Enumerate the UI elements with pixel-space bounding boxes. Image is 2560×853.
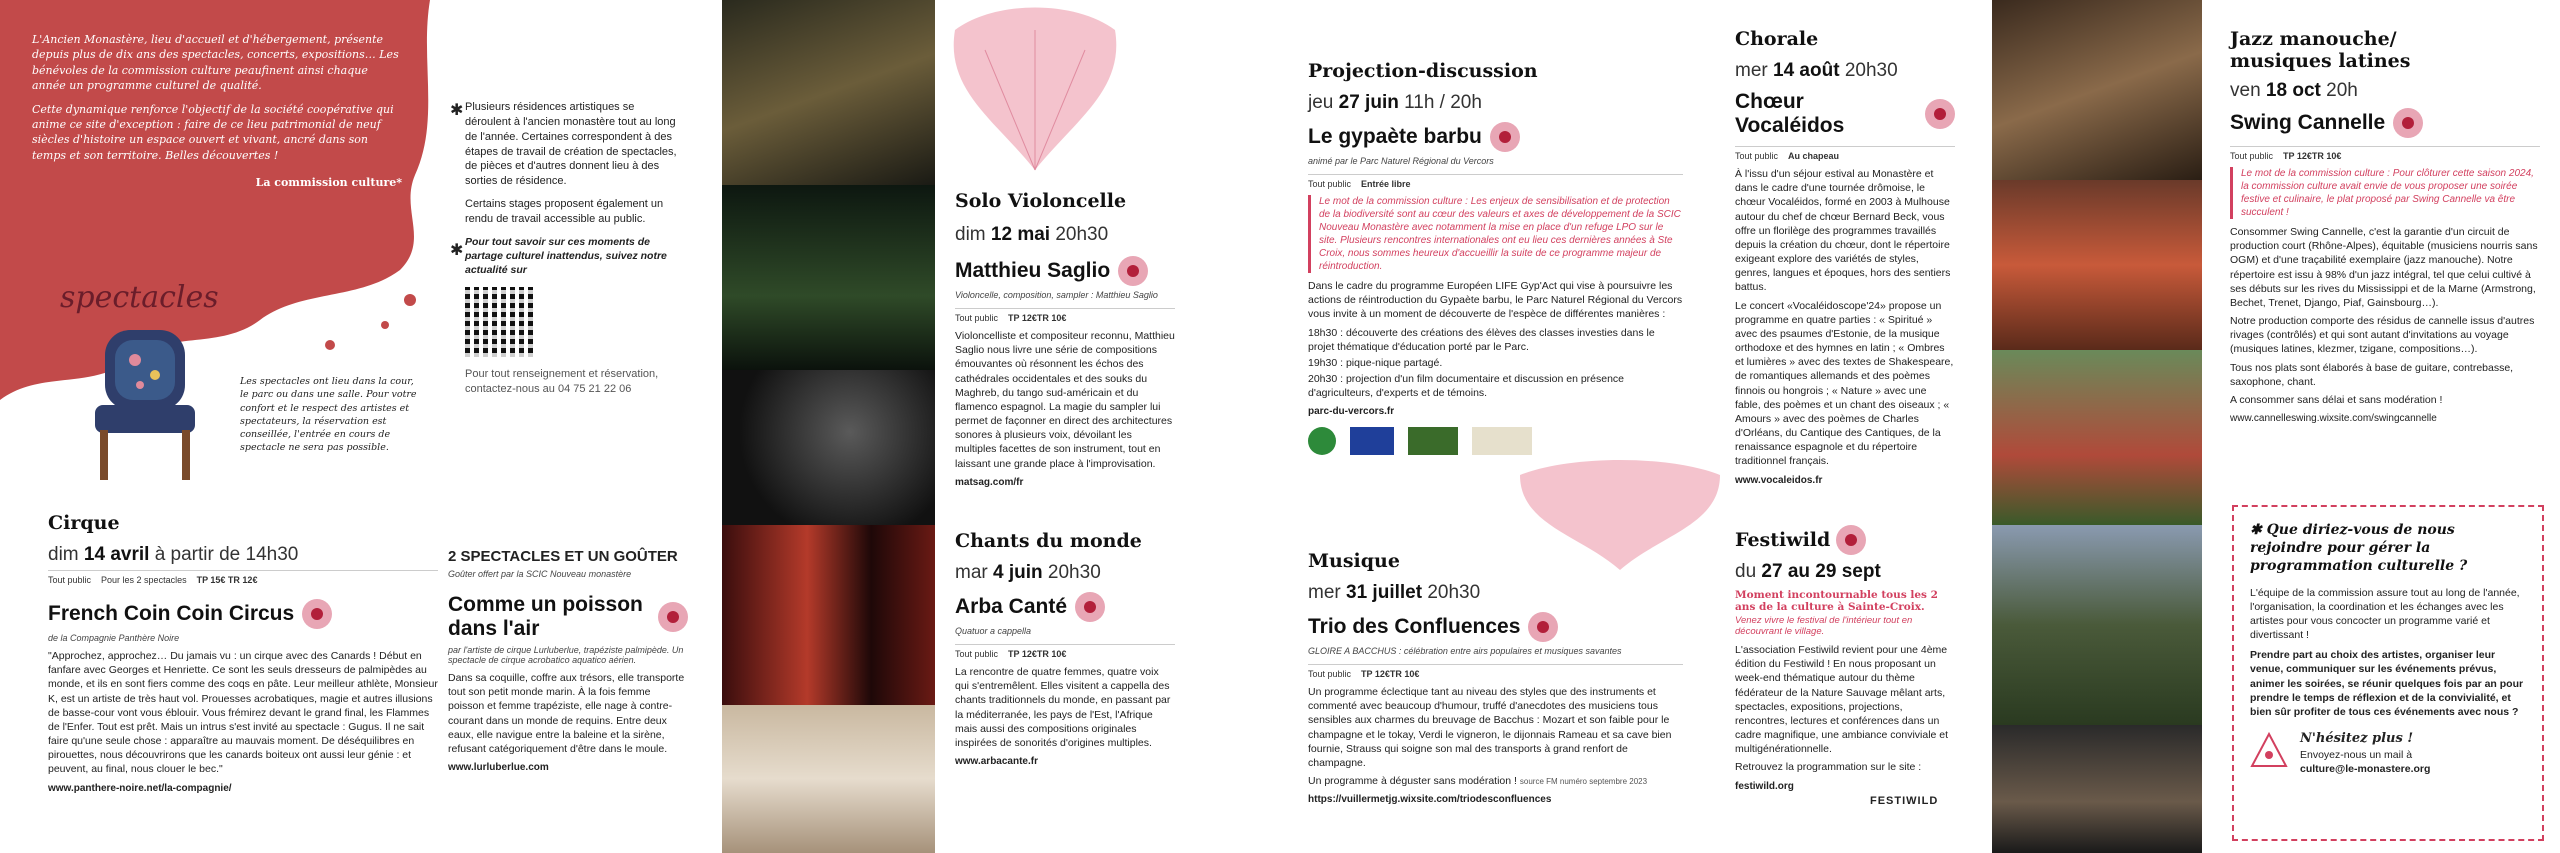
chorale-body: À l'issu d'un séjour estival au Monastère et dans le cadre d'une tournée drômoise, le chœur Vocaléidos, formé en 2003 à Mulhouse autour du chef de chœur Bernard Beck, vous offre un florilège des programmes travaillés depuis la création du chœur, dont le répertoire exigeant explore des variétés de styles, genres, langues et époques, hors des sentiers battus. bbox=[1735, 168, 1951, 294]
red-dot-icon bbox=[2393, 108, 2423, 138]
cirque-show2-title: Comme un poisson dans l'air bbox=[448, 593, 643, 640]
projection-date-prefix: jeu bbox=[1308, 92, 1334, 113]
star-icon: ✱ bbox=[450, 102, 464, 119]
jazz-link[interactable]: www.cannelleswing.wixsite.com/swingcannelle bbox=[2230, 413, 2437, 425]
musique-link[interactable]: https://vuillermetjg.wixsite.com/triodesconfluences bbox=[1308, 794, 1552, 806]
spectacles-logo: spectacles bbox=[60, 280, 219, 315]
solo-sub: Violoncelle, composition, sampler : Matthieu Saglio bbox=[955, 290, 1158, 300]
photo-jazz-band bbox=[1992, 725, 2202, 853]
natura-logo bbox=[1408, 427, 1458, 455]
solo-heading: Solo Violoncelle bbox=[955, 190, 1127, 212]
solo-section bbox=[955, 190, 1175, 488]
jazz-body: Consommer Swing Cannelle, c'est la garantie d'un circuit de production court (Rhône-Alpes), équitable (musiciens nourris sans OGM) et d'une traçabilité exemplaire (jazz manouche). Notre répertoire est issu à 98% d'un jazz intégral, tel que celui cultivé à ses débuts sur les rives du Mississippi et de la Marne (Armstrong, Bechet, Trenet, Django, Piaf, Gainsbourg…). bbox=[2230, 226, 2538, 309]
ginkgo-leaf-decoration bbox=[935, 0, 1135, 180]
jazz-heading: Jazz manouche/ musiques latines bbox=[2230, 28, 2411, 72]
cirque-show2-link[interactable]: www.lurluberlue.com bbox=[448, 762, 549, 774]
chants-time: 20h30 bbox=[1047, 562, 1101, 583]
vercors-logo bbox=[1308, 427, 1336, 455]
musique-time: 20h30 bbox=[1427, 582, 1481, 603]
chair-illustration bbox=[90, 325, 200, 485]
solo-title: Matthieu Saglio bbox=[955, 259, 1111, 282]
festiwild-title: Festiwild bbox=[1735, 529, 1831, 551]
projection-date: 27 juin bbox=[1338, 92, 1399, 113]
two-shows-label: 2 SPECTACLES ET UN GOÛTER bbox=[448, 548, 678, 565]
rejoindre-box bbox=[2232, 505, 2544, 841]
red-dot-icon bbox=[658, 602, 688, 632]
intro-paragraph-1: L'Ancien Monastère, lieu d'accueil et d'hébergement, présente depuis plus de dix ans des spectacles, concerts, expositions… Les bénévoles de la commission culture peaufinent ainsi chaque année un programme culturel de qualité. bbox=[32, 33, 399, 93]
jazz-body-2: Notre production comporte des résidus de cannelle issus d'autres rivages (contrôlés) et qui sont autant d'invitations au voyage (musiques latines, klezmer, tzigane, compositions…). bbox=[2230, 315, 2535, 356]
musique-title: Trio des Confluences bbox=[1308, 615, 1521, 638]
red-dot-icon bbox=[1075, 592, 1105, 622]
moments-text: Pour tout savoir sur ces moments de partage culturel inattendus, suivez notre actualité sur bbox=[465, 235, 667, 277]
projection-body: Dans le cadre du programme Européen LIFE Gyp'Act qui vise à poursuivre les actions de réintroduction du Gypaète barbu, le Parc Naturel Régional du Vercors vous invite à un moment de découverte de l'espèce de différentes manières : bbox=[1308, 280, 1683, 321]
festiwild-highlight: Moment incontournable tous les 2 ans de la culture à Sainte-Croix. bbox=[1735, 589, 1938, 613]
rejoindre-body-2: Prendre part au choix des artistes, organiser leur venue, communiquer sur les événements prévus, animer les soirées, se réunir quelques fois par an pour prendre le temps de réflexion et de la convivialité, et bien sûr profiter de tous ces événements avec nous ? bbox=[2250, 649, 2524, 718]
cirque-show1-title: French Coin Coin Circus bbox=[48, 602, 295, 625]
musique-body: Un programme éclectique tant au niveau des styles que des instruments et commenté avec beaucoup d'humour, truffé d'anecdotes des musiciens tous sensibles aux charmes du breuvage de Bacchus : Mozart et son faible pour le champagne et le tokay, Verdi le vigneron, le dijonnais Rameau et sa cave bien fournie, Strauss qui soigne son mal des transports à grand renfort de champagne. bbox=[1308, 686, 1672, 769]
photo-group-instruments bbox=[1992, 0, 2202, 180]
festiwild-section bbox=[1735, 525, 1955, 792]
photo-festival-performer bbox=[1992, 350, 2202, 525]
chorale-section bbox=[1735, 28, 1955, 486]
gypact-logo bbox=[1472, 427, 1532, 455]
cirque-show1-link[interactable]: www.panthere-noire.net/la-compagnie/ bbox=[48, 782, 232, 794]
musique-sub: GLOIRE A BACCHUS : célébration entre airs populaires et musiques savantes bbox=[1308, 646, 1622, 656]
rejoindre-question: ✱ Que diriez-vous de nous rejoindre pour gérer la programmation culturelle ? bbox=[2250, 522, 2468, 575]
festiwild-body-2: Retrouvez la programmation sur le site : bbox=[1735, 761, 1922, 774]
intro-paragraph-2: Cette dynamique renforce l'objectif de la société coopérative qui anime ce site d'exception : faire de ce lieu patrimonial de neuf siècles d'histoire un espace ouvert et vivant, ancré dans son temps et son territoire. Belles découvertes ! bbox=[32, 102, 394, 162]
musique-heading: Musique bbox=[1308, 550, 1400, 572]
jazz-time: 20h bbox=[2326, 80, 2358, 101]
gouter-label: Goûter offert par la SCIC Nouveau monastère bbox=[448, 569, 632, 579]
eu-life-logo bbox=[1350, 427, 1394, 455]
solo-tags: Tout public TP 12€TR 10€ bbox=[955, 308, 1175, 323]
musique-date-prefix: mer bbox=[1308, 582, 1341, 603]
musique-section bbox=[1308, 550, 1683, 805]
jazz-date: 18 oct bbox=[2265, 80, 2321, 101]
festiwild-logo: FESTIWILD bbox=[1870, 795, 1939, 807]
projection-tags: Tout public Entrée libre bbox=[1308, 174, 1683, 189]
rejoindre-email[interactable]: culture@le-monastere.org bbox=[2300, 763, 2431, 776]
chants-link[interactable]: www.arbacante.fr bbox=[955, 756, 1038, 768]
cirque-date: 14 avril bbox=[83, 544, 150, 565]
intro-panel bbox=[0, 0, 440, 500]
solo-link[interactable]: matsag.com/fr bbox=[955, 476, 1024, 488]
photo-singers bbox=[722, 525, 935, 705]
photo-aerial-artist bbox=[722, 185, 935, 370]
chorale-title: Chœur Vocaléidos bbox=[1735, 90, 1845, 137]
chorale-time: 20h30 bbox=[1844, 60, 1898, 81]
projection-section bbox=[1308, 60, 1683, 455]
cirque-show2-body: Dans sa coquille, coffre aux trésors, elle transporte tout son petit monde marin. À la fois femme poisson et femme trapéziste, elle nage à contre-courant dans un monde de requins. Entre deux eaux, elle navigue entre la baleine et la sirène, refusant catégoriquement d'être dans le moule. bbox=[448, 672, 685, 755]
chants-heading: Chants du monde bbox=[955, 530, 1142, 552]
red-dot-icon bbox=[1490, 122, 1520, 152]
chants-section bbox=[955, 530, 1175, 767]
chants-body: La rencontre de quatre femmes, quatre voix qui s'entremêlent. Elles visitent a cappella des chants traditionnels du monde, en passant par la méditerranée, les pays de l'Est, l'Afrique mais aussi des compositions originales inspirées de sonorités d'origines multiples. bbox=[955, 666, 1171, 749]
contact-text: Pour tout renseignement et réservation, contactez-nous au 04 75 21 22 06 bbox=[465, 368, 659, 396]
solo-date: 12 mai bbox=[990, 224, 1051, 245]
stages-text: Certains stages proposent également un rendu de travail accessible au public. bbox=[465, 198, 664, 225]
rejoindre-body: L'équipe de la commission assure tout au long de l'année, l'organisation, la coordination et les échanges avec les artistes pour vous concocter un programme varié et divertissant ! bbox=[2250, 586, 2520, 642]
jazz-body-4: A consommer sans délai et sans modération ! bbox=[2230, 393, 2443, 406]
jazz-section bbox=[2230, 28, 2540, 424]
chants-title: Arba Canté bbox=[955, 595, 1068, 618]
residences-text: Plusieurs résidences artistiques se déroulent à l'ancien monastère tout au long de l'année. Certaines correspondent à des étapes de travail de création de spectacles, de pièces et d'autres donnent lieu à des sorties de résidence. bbox=[465, 101, 677, 188]
cirque-second-show bbox=[448, 548, 688, 773]
red-dot-icon bbox=[1836, 525, 1866, 555]
projection-mot: Le mot de la commission culture : Les enjeux de sensibilisation et de protection de la biodiversité sont au cœur des valeurs et axes de développement de la SCIC Nouveau Monastère avec notamment la mise en place d'un refuge LPO sur le site. Plusieurs rencontres internationales ont eu lieu ces dernières années à Ste Croix, nous sommes heureux d'accueillir la suite de ce programme majeur de réintroduction. bbox=[1308, 195, 1683, 273]
cirque-date-prefix: dim bbox=[48, 544, 79, 565]
cirque-heading: Cirque bbox=[48, 512, 120, 534]
jazz-date-prefix: ven bbox=[2230, 80, 2261, 101]
chants-date: 4 juin bbox=[993, 562, 1043, 583]
projection-line3: 20h30 : projection d'un film documentaire et discussion en présence d'agriculteurs, d'experts et de témoins. bbox=[1308, 373, 1625, 400]
musique-tags: Tout public TP 12€TR 10€ bbox=[1308, 664, 1683, 679]
projection-time: 11h / 20h bbox=[1404, 92, 1482, 113]
projection-title: Le gypaète barbu bbox=[1308, 125, 1482, 148]
photo-monastery-crowd bbox=[1992, 525, 2202, 725]
photo-bearded-vulture bbox=[722, 705, 935, 853]
projection-sub: animé par le Parc Naturel Régional du Vercors bbox=[1308, 156, 1494, 166]
chorale-date-prefix: mer bbox=[1735, 60, 1768, 81]
photo-accordion-musician bbox=[722, 0, 935, 185]
chorale-body-2: Le concert «Vocaléidoscope'24» propose un programme en quatre parties : « Spiritué » avec des psaumes d'Estonie, de la musique orthodoxe et des hymnes en latin ; « Ombres et lumières » avec des textes de Shakespeare, de romantiques allemands et des poèmes finnois ou hongrois ; « Nature » avec une fable, des poèmes et un chant des oiseaux ; « Amours » avec des poèmes de Charles d'Orléans, du Cantique des Cantiques, de la renaissance espagnole et du répertoire traditionnel français. bbox=[1735, 299, 1954, 468]
solo-date-prefix: dim bbox=[955, 224, 986, 245]
jazz-mot: Le mot de la commission culture : Pour clôturer cette saison 2024, la commission culture avait envie de vous proposer une soirée festive et culinaire, le plat proposé par Swing Cannelle va être succulent ! bbox=[2230, 167, 2540, 219]
red-dot-icon bbox=[1118, 256, 1148, 286]
red-dot-icon bbox=[1925, 99, 1955, 129]
cirque-show1-sub: de la Compagnie Panthère Noire bbox=[48, 633, 180, 643]
festiwild-highlight-2: Venez vivre le festival de l'intérieur tout en découvrant le village. bbox=[1735, 615, 1913, 637]
cirque-time: à partir de 14h30 bbox=[154, 544, 299, 565]
festiwild-body: L'association Festiwild revient pour une 4ème édition du Festiwild ! En nous proposant un week-end thématique autour du thème fédérateur de la Nature Sauvage mêlant arts, spectacles, expositions, projections, rencontres, lectures et conférences dans un cadre magnifique, une ambiance conviviale et multigénérationnelle. bbox=[1735, 644, 1949, 756]
solo-body: Violoncelliste et compositeur reconnu, Matthieu Saglio nous livre une série de compositions émouvantes où résonnent les échos des cathédrales occidentales et des souks du Maghreb, du tango sud-américain et du flamenco espagnol. La magie du sampler lui permet de façonner en direct des architectures sonores à plusieurs voix, dévoilant les multiples facettes de son instrument, tout en laissant une grande place à l'improvisation. bbox=[955, 330, 1175, 470]
projection-line1: 18h30 : découverte des créations des élèves des classes investies dans le projet thématique d'éducation porté par le Parc. bbox=[1308, 326, 1655, 353]
chants-tags: Tout public TP 12€TR 10€ bbox=[955, 644, 1175, 659]
musique-date: 31 juillet bbox=[1346, 582, 1423, 603]
cirque-tags: Tout public Pour les 2 spectacles TP 15€ TR 12€ bbox=[48, 570, 438, 585]
musique-body-2: Un programme à déguster sans modération ! source FM numéro septembre 2023 bbox=[1308, 775, 1648, 788]
chorale-link[interactable]: www.vocaleidos.fr bbox=[1735, 474, 1823, 486]
photo-cellist bbox=[722, 370, 935, 525]
chants-date-prefix: mar bbox=[955, 562, 988, 583]
rejoindre-cta: N'hésitez plus ! bbox=[2300, 731, 2414, 747]
eye-triangle-icon bbox=[2250, 731, 2288, 769]
chorale-date: 14 août bbox=[1773, 60, 1840, 81]
jazz-body-3: Tous nos plats sont élaborés à base de guitare, contrebasse, saxophone, chant. bbox=[2230, 361, 2514, 388]
red-dot-icon bbox=[302, 599, 332, 629]
festiwild-date-prefix: du bbox=[1735, 561, 1757, 582]
projection-heading: Projection-discussion bbox=[1308, 60, 1538, 82]
projection-link[interactable]: parc-du-vercors.fr bbox=[1308, 406, 1395, 418]
qr-code[interactable] bbox=[465, 287, 535, 357]
chair-text: Les spectacles ont lieu dans la cour, le parc ou dans une salle. Pour votre confort et le respect des artistes et spectateurs, la réservation est conseillée, l'entrée en cours de spectacle ne sera pas possible. bbox=[240, 376, 417, 454]
cirque-section bbox=[48, 512, 438, 794]
star-icon-2: ✱ bbox=[450, 242, 464, 259]
festiwild-date: 27 au 29 sept bbox=[1761, 561, 1881, 582]
rejoindre-cta-2: Envoyez-nous un mail à bbox=[2300, 749, 2413, 762]
photo-choir bbox=[1992, 180, 2202, 350]
jazz-title: Swing Cannelle bbox=[2230, 111, 2386, 134]
solo-time: 20h30 bbox=[1055, 224, 1109, 245]
red-dot-icon bbox=[1528, 612, 1558, 642]
chorale-tags: Tout public Au chapeau bbox=[1735, 146, 1955, 161]
residences-panel bbox=[450, 100, 680, 397]
chants-sub: Quatuor a cappella bbox=[955, 626, 1032, 636]
chorale-heading: Chorale bbox=[1735, 28, 1819, 50]
festiwild-link[interactable]: festiwild.org bbox=[1735, 780, 1794, 792]
intro-signature: La commission culture* bbox=[255, 176, 402, 190]
cirque-show1-body: "Approchez, approchez… Du jamais vu : un cirque avec des Canards ! Début en fanfare avec Georges et Henriette. Ce sont les seuls dresseurs de palmipèdes au monde, et ils en sont fiers comme des coqs en pâte. Leur meilleur athlète, Monsieur K, est un artiste de très haut vol. Prouesses acrobatiques, magie et autres illusions de basse-cour vont vous éblouir. Vous frémirez devant le grand final, les Flammes de l'Enfer. Tout est prêt. Mais un intrus s'est invité au spectacle : Gugus. Il ne sait faire qu'une seule chose : apparaître au mauvais moment. De déséquilibres en pirouettes, nous découvrirons que les canards boiteux ont aussi leur génie : et peuvent, au final, nous clouer le bec." bbox=[48, 650, 438, 776]
cirque-show2-sub: par l'artiste de cirque Lurluberlue, trapéziste palmipède. Un spectacle de cirque acrobatico aquatico aérien. bbox=[448, 645, 684, 665]
partner-logos bbox=[1308, 427, 1683, 455]
projection-line2: 19h30 : pique-nique partagé. bbox=[1308, 356, 1443, 369]
jazz-tags: Tout public TP 12€TR 10€ bbox=[2230, 146, 2540, 161]
